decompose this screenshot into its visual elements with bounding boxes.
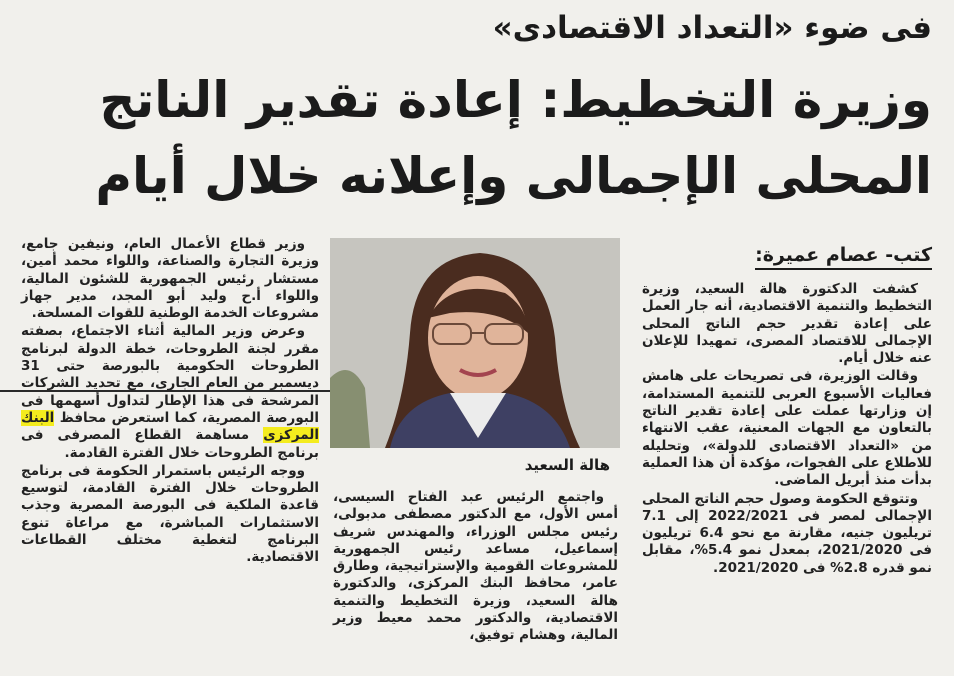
right-paragraph-1: كشفت الدكتورة هالة السعيد، وزيرة التخطيط والتنمية الاقتصادية، أنه جار العمل على إعادة تقدير حجم الناتج المحلى الإجمالى للاقتصاد المصرى، تمهيدا للإعلان عنه خلال أيام. bbox=[642, 281, 932, 367]
minister-photo bbox=[330, 238, 620, 448]
middle-column bbox=[333, 489, 618, 646]
photo-caption: هالة السعيد bbox=[524, 456, 610, 474]
left-paragraph-1: وزير قطاع الأعمال العام، ونيفين جامع، وزيرة التجارة والصناعة، واللواء محمد أمين، مستشار رئيس الجمهورية للشئون المالية، واللواء أ.ح وليد أبو المجد، مدير جهاز مشروعات الخدمة الوطنية للقوات المسلحة. bbox=[21, 236, 319, 322]
highlighted-phrase: البنك المركزى bbox=[21, 409, 319, 444]
left-paragraph-2-before: محافظ bbox=[59, 409, 107, 426]
article-headline bbox=[32, 62, 932, 214]
right-paragraph-2: وقالت الوزيرة، فى تصريحات على هامش فعاليات الأسبوع العربى للتنمية المستدامة، إن وزارتها عملت على إعادة تقدير الناتج بالتعاون مع الجهات المعنية، عقب الانتهاء من «التعداد الاقتصادى للدولة»، وتحليله للاطلاع على الفجوات، مؤكدة أن هذا العملية بدأت منذ أبريل الماضى. bbox=[642, 368, 932, 489]
left-paragraph-3: ووجه الرئيس باستمرار الحكومة فى برنامج الطروحات خلال الفترة القادمة، لتوسيع قاعدة الملكية فى البورصة المصرية وجذب الاستثمارات المباشرة، مع مراعاة تنوع البرنامج لتغطية مختلف القطاعات الاقتصادية. bbox=[21, 462, 319, 566]
article-kicker: فى ضوء «التعداد الاقتصادى» bbox=[492, 10, 932, 46]
middle-paragraph-1: واجتمع الرئيس عبد الفتاح السيسى، أمس الأول، مع الدكتور مصطفى مدبولى، رئيس مجلس الوزراء، والمهندس شريف إسماعيل، مساعد رئيس الجمهورية للمشروعات القومية والإستراتيجية، وطارق عامر، محافظ البنك المركزى، والدكتورة هالة السعيد، وزيرة التخطيط والتنمية الاقتصادية، والدكتور محمد معيط وزير المالية، وهشام توفيق، bbox=[333, 489, 618, 644]
right-paragraph-3: وتتوقع الحكومة وصول حجم الناتج المحلى الإجمالى لمصر فى 2022/2021 إلى 7.1 تريليون جنيه، مقارنة مع نحو 6.4 تريليون فى 2021/2020، بمعدل نمو 5.4%، مقابل نمو قدره 2.8% فى 2021/2020. bbox=[642, 490, 932, 576]
right-column bbox=[642, 281, 932, 578]
headline-line-1: وزيرة التخطيط: إعادة تقدير الناتج bbox=[99, 71, 932, 129]
left-paragraph-2-text: وعرض وزير المالية أثناء الاجتماع، بصفته مقرر لجنة الطروحات، خطة الدولة لبرنامج الطروحات الحكومية بالبورصة حتى 31 ديسمبر من العام الجارى، مع تحديد الشركات المرشحة فى هذا الإطار لتداول أسهمها فى البورصة المصرية، كما استعرض bbox=[21, 323, 319, 426]
headline-line-2: المحلى الإجمالى وإعلانه خلال أيام bbox=[95, 147, 932, 205]
portrait-image bbox=[330, 238, 620, 448]
left-column bbox=[21, 236, 319, 568]
article-byline: كتب- عصام عميرة: bbox=[755, 244, 932, 270]
left-paragraph-2-after: مساهمة القطاع المصرفى فى برنامج الطروحات خلال الفترة القادمة. bbox=[21, 427, 319, 461]
left-paragraph-2 bbox=[21, 323, 319, 461]
